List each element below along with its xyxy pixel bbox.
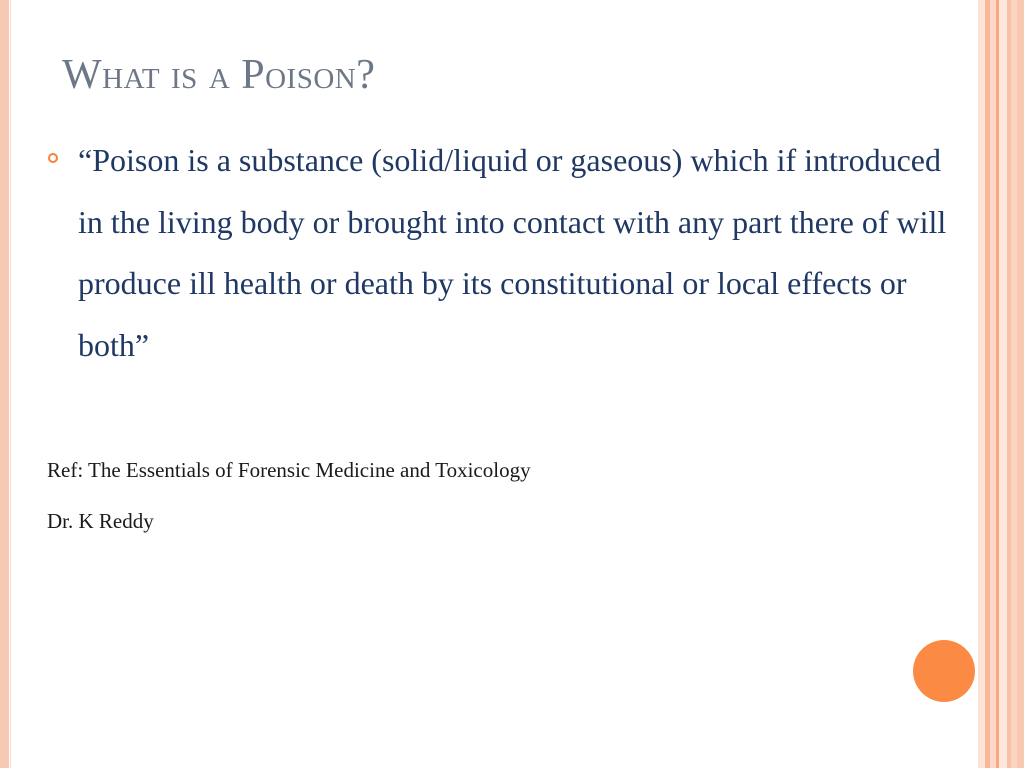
stripe <box>978 0 985 768</box>
stripe <box>999 0 1007 768</box>
stripe <box>1017 0 1024 768</box>
left-border-decoration <box>0 0 9 768</box>
right-stripes-decoration <box>978 0 1024 768</box>
author-text: Dr. K Reddy <box>47 509 154 533</box>
bullet-item <box>48 130 968 376</box>
orange-circle-decoration <box>913 640 975 702</box>
definition-text: “Poison is a substance (solid/liquid or gaseous) which if introduced in the living body or brought into contact with any part there of will produce ill health or death by its constitutional or local effects or both” <box>78 142 947 363</box>
reference-text: Ref: The Essentials of Forensic Medicine and Toxicology <box>47 458 531 482</box>
left-border-line <box>10 0 11 768</box>
slide-title: What is a Poison? <box>62 52 376 98</box>
hollow-circle-bullet-icon <box>48 153 58 163</box>
